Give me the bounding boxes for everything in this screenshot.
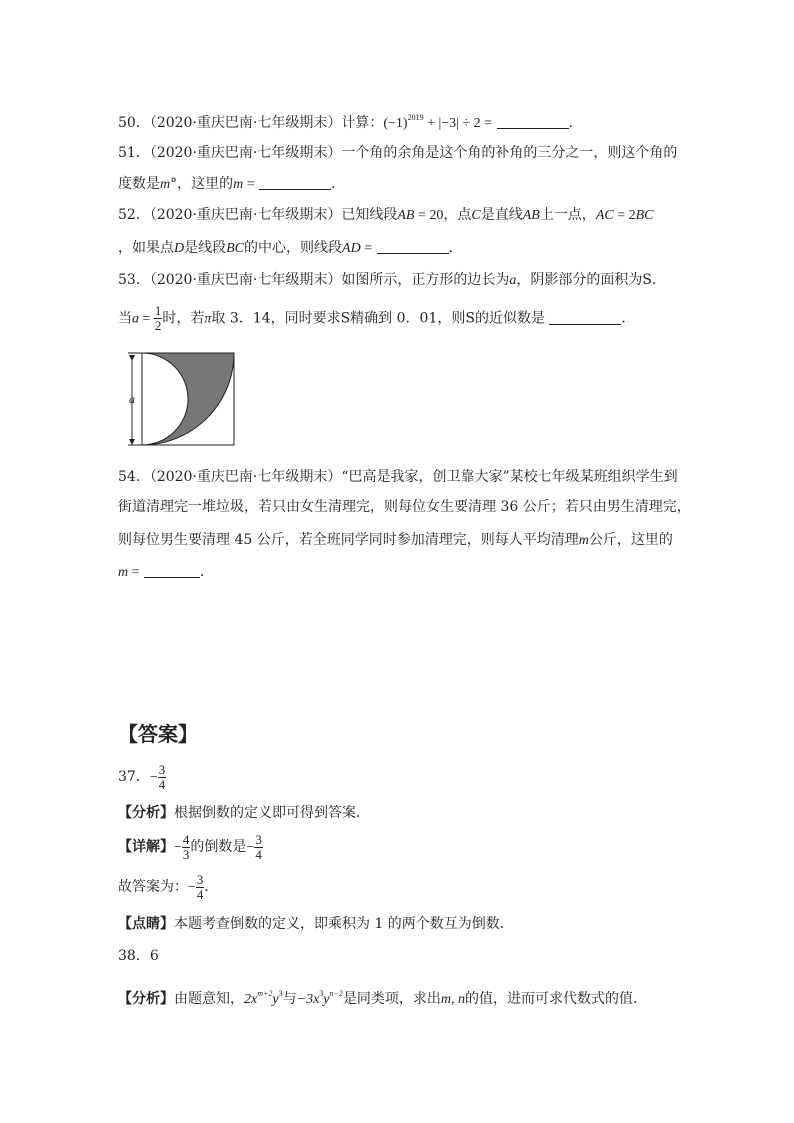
answer-blank [549, 310, 621, 325]
a37-detail-mid: 的倒数是 [190, 839, 247, 855]
a37-num: 3 [158, 761, 166, 777]
q54-eq: = [128, 565, 140, 580]
q53-text5: 取 3．14，同时要求S精确到 0．01，则S的近似数是 [211, 310, 545, 327]
a37-cden: 4 [196, 886, 204, 902]
q52-ac: AC [595, 208, 614, 223]
q51-text: 51．（2020·重庆巴南·七年级期末）一个角的余角是这个角的补角的三分之一，则这个角的 [118, 145, 678, 161]
answers-heading: 【答案】 [118, 722, 198, 746]
analysis-tag: 【分析】 [118, 805, 174, 821]
a38-term1-yexp: 3 [278, 989, 283, 998]
question-52-line1 [118, 205, 654, 226]
a38-text1: 由题意知， [174, 991, 244, 1007]
a38-text4: 的值，进而可求代数式的值． [465, 991, 648, 1007]
answer-38-analysis [118, 984, 647, 1010]
q53-text2: ，阴影部分的面积为S． [516, 272, 666, 288]
q52-d: D [174, 241, 185, 256]
answer-37-comment [118, 914, 514, 934]
q52-ab: AB [397, 208, 415, 223]
a37-minus2: − [174, 840, 182, 855]
q52-suffix: ． [448, 240, 463, 256]
question-53-line2 [118, 304, 635, 333]
a38-label: 38．6 [118, 948, 159, 964]
a38-term1-base: 2x [244, 992, 258, 1007]
q50-expr-base: (−1) [383, 116, 408, 131]
a38-vars: m, n [440, 992, 466, 1007]
q52-eq: = [360, 241, 373, 256]
q52-ab2: AB [522, 208, 540, 223]
q53-text3: 当 [118, 310, 132, 327]
a38-term1-exp: m+2 [257, 989, 273, 998]
q53-text1: 53．（2020·重庆巴南·七年级期末）如图所示，正方形的边长为 [118, 272, 510, 288]
q54-m2: m [118, 565, 129, 580]
a38-term2-yexp: n−2 [329, 989, 343, 998]
q52-bc: BC [635, 208, 654, 223]
a38-term2-base: −3x [296, 992, 320, 1007]
a37-dnum1: 4 [182, 831, 190, 847]
q53-pi: π [204, 311, 212, 327]
a37-label: 37． [118, 769, 150, 785]
fraction-three-quarters [254, 833, 263, 862]
a37-comment: 本题考查倒数的定义，即乘积为 1 的两个数互为倒数． [174, 916, 514, 932]
a37-den: 4 [158, 776, 166, 792]
question-54-line3 [118, 530, 673, 551]
a38-term2-y: y [323, 992, 330, 1007]
q54-text4: 公斤，这里的 [588, 532, 673, 548]
answer-37-detail [118, 832, 263, 863]
a38-text3: 是同类项，求出 [342, 991, 441, 1007]
answer-blank [497, 114, 569, 129]
q52-bc2: BC [226, 241, 245, 256]
question-53-line1 [118, 270, 666, 291]
q53-text4: 时，若 [162, 310, 205, 327]
q52-text4: 上一点， [539, 207, 596, 223]
q52-eq2: = 2 [613, 208, 636, 223]
question-52-line2 [118, 238, 463, 259]
q54-text2: 街道清理完一堆垃圾，若只由女生清理完，则每位女生要清理 36 公斤；若只由男生清理完， [118, 499, 691, 515]
q52-c: C [471, 208, 481, 223]
a37-analysis: 根据倒数的定义即可得到答案． [174, 805, 370, 821]
question-54-line1 [118, 467, 678, 487]
fraction-three-quarters [158, 763, 167, 792]
question-54-line2 [118, 497, 691, 517]
analysis-tag: 【分析】 [118, 991, 174, 1007]
q51-eq: = [243, 177, 255, 192]
answer-37-analysis [118, 803, 370, 823]
question-54-line4 [118, 562, 214, 583]
q51-text3: °，这里的 [170, 176, 234, 192]
q50-text: 50．（2020·重庆巴南·七年级期末）计算： [118, 115, 384, 131]
q53-a2: a [132, 311, 139, 327]
answer-blank [144, 563, 200, 578]
a37-dden1: 3 [182, 846, 190, 862]
q52-text3: 是直线 [480, 207, 523, 223]
q51-var-m2: m [233, 177, 244, 192]
q51-suffix: ． [331, 176, 346, 192]
q53-eq: = [139, 311, 154, 327]
q52-text7: 的中心，则线段 [244, 240, 343, 256]
q53-den: 2 [154, 318, 162, 333]
a37-minus: − [149, 770, 158, 785]
square-shaded-figure [122, 346, 240, 450]
question-51-line1 [118, 143, 677, 163]
a37-minus4: − [188, 880, 196, 895]
q53-a: a [509, 273, 517, 288]
q50-suffix: ． [568, 115, 583, 131]
a38-term2-exp: 3 [319, 989, 324, 998]
q51-var-m: m [160, 177, 171, 192]
q54-text3: 则每位男生要清理 45 公斤，若全班同学同时参加清理完，则每人平均清理 [118, 532, 579, 548]
q54-suffix: ． [199, 564, 214, 580]
a37-cnum: 3 [196, 871, 204, 887]
q52-eq20: = 20 [414, 208, 444, 223]
a37-dden2: 4 [255, 846, 262, 862]
q53-num: 1 [154, 303, 162, 318]
detail-tag: 【详解】 [118, 839, 174, 855]
q52-text6: 是线段 [184, 240, 227, 256]
q51-text2: 度数是 [118, 176, 160, 192]
q50-expr-exp: 2019 [407, 113, 424, 122]
comment-tag: 【点睛】 [118, 916, 174, 932]
answer-blank [259, 175, 331, 190]
q54-text1: 54．（2020·重庆巴南·七年级期末）“巴高是我家，创卫靠大家”某校七年级某班组织学生到 [118, 469, 678, 485]
answer-37-value [118, 762, 166, 793]
q52-text1: 52．（2020·重庆巴南·七年级期末）已知线段 [118, 207, 398, 223]
q54-m: m [578, 533, 589, 548]
side-label: a [129, 392, 135, 406]
q50-expr-rest: + |−3| ÷ 2 = [423, 116, 493, 131]
q53-suffix: ． [621, 310, 636, 327]
a37-dnum2: 3 [255, 831, 262, 847]
a37-minus3: − [246, 840, 255, 855]
answer-blank [377, 239, 449, 254]
a38-text2: 与 [282, 991, 297, 1007]
q52-ad: AD [342, 241, 361, 256]
q52-text5: ，如果点 [118, 240, 174, 256]
question-51-line2 [118, 174, 345, 195]
a37-conclusion: 故答案为： [118, 879, 188, 895]
shaded-region [142, 353, 234, 445]
answer-37-conclusion: 故答案为：− $\frac{3}{4}$ ． [118, 871, 219, 902]
answer-38-value [118, 946, 159, 966]
a38-term1-y: y [272, 992, 279, 1007]
question-50 [118, 108, 583, 134]
q52-text2: ，点 [443, 207, 472, 223]
